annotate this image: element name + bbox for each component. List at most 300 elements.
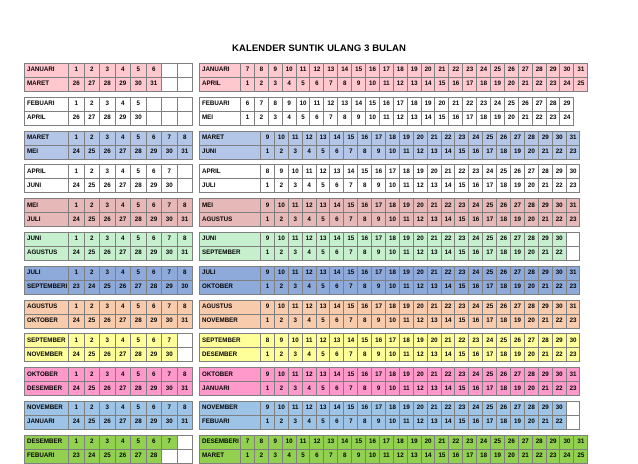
- day-cell: 19: [511, 416, 525, 430]
- day-cell: 15: [435, 111, 449, 125]
- day-cell: 22: [532, 111, 546, 125]
- day-cell: 4: [115, 435, 131, 449]
- day-cell: 22: [552, 145, 566, 159]
- day-cell: 8: [268, 97, 282, 111]
- day-cell: 9: [261, 368, 275, 382]
- day-cell: 4: [302, 145, 316, 159]
- day-cell: 7: [344, 382, 358, 396]
- day-cell: 14: [338, 64, 352, 78]
- day-cell: 25: [497, 334, 511, 348]
- day-cell: 7: [162, 233, 178, 247]
- day-cell: 5: [316, 382, 330, 396]
- day-cell: 26: [511, 165, 525, 179]
- day-cell: 8: [177, 131, 193, 145]
- day-cell: 6: [330, 247, 344, 261]
- day-cell: 20: [504, 449, 518, 463]
- day-cell: 17: [483, 416, 497, 430]
- day-cell: 18: [497, 247, 511, 261]
- day-cell: 2: [274, 314, 288, 328]
- day-cell: 4: [115, 64, 131, 78]
- day-cell: 25: [483, 199, 497, 213]
- day-cell: 27: [511, 199, 525, 213]
- day-cell: 6: [330, 145, 344, 159]
- day-cell: 16: [358, 199, 372, 213]
- day-cell: 12: [302, 199, 316, 213]
- day-cell: 9: [274, 334, 288, 348]
- table-row: [200, 280, 580, 294]
- day-cell: 12: [310, 64, 324, 78]
- day-cell: 30: [162, 213, 178, 227]
- day-cell: 15: [352, 64, 366, 78]
- month-label: JULI: [25, 266, 69, 280]
- day-cell: 10: [296, 97, 310, 111]
- day-cell: 21: [427, 402, 441, 416]
- day-cell: 21: [538, 348, 552, 362]
- day-cell: 20: [427, 334, 441, 348]
- day-cell: 24: [469, 300, 483, 314]
- day-cell: 8: [177, 300, 193, 314]
- month-label: DESEMBER: [25, 435, 69, 449]
- day-cell: 28: [524, 233, 538, 247]
- table-row: [200, 435, 588, 449]
- day-cell: 24: [69, 145, 85, 159]
- day-cell: 27: [511, 368, 525, 382]
- day-cell: 11: [288, 131, 302, 145]
- day-cell: 14: [441, 213, 455, 227]
- day-cell: 4: [115, 233, 131, 247]
- day-cell: 21: [441, 334, 455, 348]
- table-row: [25, 145, 193, 159]
- day-cell: 8: [358, 382, 372, 396]
- day-cell: 3: [100, 402, 116, 416]
- table-row: [200, 111, 574, 125]
- day-cell: 21: [435, 435, 449, 449]
- day-cell: 15: [455, 247, 469, 261]
- day-cell: 2: [274, 416, 288, 430]
- day-cell: 10: [386, 382, 400, 396]
- month-label: MEI: [25, 145, 69, 159]
- day-cell: 1: [261, 280, 275, 294]
- day-cell: 15: [435, 78, 449, 92]
- day-cell: 26: [100, 348, 116, 362]
- month-label: NOVEMBER: [25, 402, 69, 416]
- table-row: [25, 314, 193, 328]
- day-cell: 30: [560, 435, 574, 449]
- table-row: [200, 247, 580, 261]
- day-cell: 10: [386, 280, 400, 294]
- day-cell: 4: [115, 402, 131, 416]
- day-cell: 22: [552, 314, 566, 328]
- day-cell: 24: [560, 449, 574, 463]
- day-cell: 5: [131, 165, 147, 179]
- month-label: SEPTEMBER: [200, 334, 261, 348]
- day-cell: 28: [524, 300, 538, 314]
- table-row: [25, 348, 193, 362]
- empty-cell: [177, 64, 193, 78]
- day-cell: 4: [115, 334, 131, 348]
- day-cell: 31: [146, 78, 162, 92]
- day-cell: 1: [69, 64, 85, 78]
- day-cell: 4: [302, 179, 316, 193]
- month-label: APRIL: [200, 78, 241, 92]
- day-cell: 13: [427, 280, 441, 294]
- day-cell: 13: [330, 165, 344, 179]
- day-cell: 3: [100, 199, 116, 213]
- day-cell: 24: [491, 97, 505, 111]
- day-cell: 5: [131, 266, 147, 280]
- day-cell: 22: [449, 435, 463, 449]
- day-cell: 4: [302, 213, 316, 227]
- table-row: [200, 145, 580, 159]
- day-cell: 14: [330, 300, 344, 314]
- month-label: MEI: [200, 199, 261, 213]
- day-cell: 1: [69, 165, 85, 179]
- empty-cell: [162, 97, 178, 111]
- day-cell: 21: [538, 382, 552, 396]
- day-cell: 22: [532, 449, 546, 463]
- table-row: [25, 213, 193, 227]
- day-cell: 6: [330, 213, 344, 227]
- day-cell: 19: [491, 78, 505, 92]
- day-cell: 2: [84, 165, 100, 179]
- month-label: AGUSTUS: [200, 300, 261, 314]
- day-cell: 24: [69, 314, 85, 328]
- day-cell: 2: [274, 382, 288, 396]
- day-cell: 2: [254, 449, 268, 463]
- day-cell: 16: [358, 402, 372, 416]
- day-cell: 16: [358, 233, 372, 247]
- day-cell: 21: [518, 449, 532, 463]
- day-cell: 15: [455, 213, 469, 227]
- day-cell: 24: [560, 111, 574, 125]
- day-cell: 19: [511, 179, 525, 193]
- day-cell: 21: [538, 213, 552, 227]
- month-label: APRIL: [25, 165, 69, 179]
- day-cell: 28: [131, 314, 147, 328]
- day-cell: 28: [524, 402, 538, 416]
- day-cell: 18: [497, 145, 511, 159]
- day-cell: 21: [538, 179, 552, 193]
- day-cell: 21: [538, 416, 552, 430]
- day-cell: 10: [386, 145, 400, 159]
- day-cell: 12: [302, 233, 316, 247]
- day-cell: 13: [427, 247, 441, 261]
- empty-cell: [177, 165, 193, 179]
- day-cell: 21: [518, 111, 532, 125]
- month-label: JANUARI: [200, 64, 241, 78]
- day-cell: 15: [344, 266, 358, 280]
- day-cell: 18: [399, 165, 413, 179]
- empty-cell: [566, 402, 580, 416]
- day-cell: 4: [115, 300, 131, 314]
- day-cell: 4: [282, 449, 296, 463]
- day-cell: 10: [386, 314, 400, 328]
- left-month-table: [24, 97, 193, 126]
- day-cell: 20: [413, 300, 427, 314]
- day-cell: 23: [455, 402, 469, 416]
- day-cell: 7: [324, 78, 338, 92]
- day-cell: 16: [469, 382, 483, 396]
- day-cell: 10: [274, 266, 288, 280]
- day-cell: 8: [261, 334, 275, 348]
- day-cell: 4: [115, 131, 131, 145]
- day-cell: 28: [131, 179, 147, 193]
- day-cell: 28: [146, 449, 162, 463]
- day-cell: 18: [477, 111, 491, 125]
- day-cell: 16: [366, 64, 380, 78]
- day-cell: 13: [324, 64, 338, 78]
- day-cell: 31: [177, 247, 193, 261]
- day-cell: 22: [552, 213, 566, 227]
- day-cell: 22: [441, 199, 455, 213]
- day-cell: 11: [399, 416, 413, 430]
- day-cell: 24: [69, 213, 85, 227]
- day-cell: 11: [288, 199, 302, 213]
- day-cell: 18: [393, 64, 407, 78]
- empty-cell: [146, 97, 162, 111]
- day-cell: 29: [538, 368, 552, 382]
- day-cell: 20: [413, 199, 427, 213]
- day-cell: 11: [399, 213, 413, 227]
- day-cell: 20: [524, 179, 538, 193]
- day-cell: 23: [546, 78, 560, 92]
- day-cell: 14: [421, 111, 435, 125]
- day-cell: 12: [316, 334, 330, 348]
- day-cell: 15: [344, 233, 358, 247]
- day-cell: 16: [358, 266, 372, 280]
- day-cell: 29: [146, 213, 162, 227]
- day-cell: 1: [69, 368, 85, 382]
- day-cell: 23: [566, 145, 580, 159]
- day-cell: 15: [455, 382, 469, 396]
- day-cell: 19: [399, 199, 413, 213]
- day-cell: 1: [261, 314, 275, 328]
- day-cell: 13: [316, 266, 330, 280]
- day-cell: 6: [310, 78, 324, 92]
- day-cell: 5: [316, 280, 330, 294]
- day-cell: 16: [372, 165, 386, 179]
- day-cell: 7: [241, 64, 255, 78]
- day-cell: 27: [524, 165, 538, 179]
- day-cell: 3: [288, 348, 302, 362]
- day-cell: 17: [372, 131, 386, 145]
- day-cell: 19: [399, 233, 413, 247]
- day-cell: 27: [511, 233, 525, 247]
- month-label: JULI: [200, 266, 261, 280]
- day-cell: 22: [552, 416, 566, 430]
- day-cell: 27: [115, 179, 131, 193]
- day-cell: 20: [524, 145, 538, 159]
- day-cell: 4: [302, 247, 316, 261]
- day-cell: 1: [261, 382, 275, 396]
- day-cell: 26: [69, 111, 85, 125]
- day-cell: 24: [477, 435, 491, 449]
- day-cell: 10: [366, 111, 380, 125]
- day-cell: 17: [483, 179, 497, 193]
- day-cell: 27: [84, 78, 100, 92]
- day-cell: 11: [288, 402, 302, 416]
- day-cell: 29: [146, 382, 162, 396]
- table-row: [25, 300, 193, 314]
- month-label: MARET: [200, 131, 261, 145]
- day-cell: 6: [146, 266, 162, 280]
- day-cell: 19: [407, 435, 421, 449]
- day-cell: 11: [399, 247, 413, 261]
- day-cell: 17: [372, 300, 386, 314]
- day-cell: 22: [552, 280, 566, 294]
- day-cell: 2: [84, 334, 100, 348]
- day-cell: 12: [413, 179, 427, 193]
- day-cell: 23: [566, 213, 580, 227]
- day-cell: 10: [274, 300, 288, 314]
- day-cell: 10: [386, 416, 400, 430]
- day-cell: 31: [177, 314, 193, 328]
- day-cell: 22: [441, 300, 455, 314]
- day-cell: 26: [100, 145, 116, 159]
- day-cell: 29: [538, 266, 552, 280]
- table-row: [200, 131, 580, 145]
- day-cell: 14: [441, 280, 455, 294]
- day-cell: 20: [524, 382, 538, 396]
- empty-cell: [566, 247, 580, 261]
- day-cell: 8: [358, 314, 372, 328]
- day-cell: 17: [393, 97, 407, 111]
- day-cell: 14: [330, 266, 344, 280]
- day-cell: 1: [69, 300, 85, 314]
- day-cell: 12: [302, 402, 316, 416]
- day-cell: 27: [115, 213, 131, 227]
- day-cell: 22: [441, 368, 455, 382]
- day-cell: 19: [511, 280, 525, 294]
- day-cell: 24: [469, 199, 483, 213]
- day-cell: 3: [268, 78, 282, 92]
- day-cell: 7: [344, 348, 358, 362]
- day-cell: 21: [449, 97, 463, 111]
- day-cell: 1: [69, 334, 85, 348]
- day-cell: 13: [427, 213, 441, 227]
- day-cell: 16: [469, 213, 483, 227]
- day-cell: 8: [177, 233, 193, 247]
- day-cell: 11: [288, 368, 302, 382]
- month-label: MARET: [200, 449, 241, 463]
- day-cell: 18: [386, 402, 400, 416]
- day-cell: 15: [344, 131, 358, 145]
- day-cell: 5: [131, 334, 147, 348]
- day-cell: 17: [379, 435, 393, 449]
- day-cell: 28: [131, 348, 147, 362]
- table-row: [200, 199, 580, 213]
- day-cell: 22: [441, 266, 455, 280]
- day-cell: 15: [435, 449, 449, 463]
- day-cell: 4: [302, 280, 316, 294]
- day-cell: 25: [483, 368, 497, 382]
- day-cell: 2: [84, 368, 100, 382]
- table-row: [25, 233, 193, 247]
- day-cell: 7: [254, 97, 268, 111]
- day-cell: 9: [268, 64, 282, 78]
- day-cell: 11: [288, 266, 302, 280]
- day-cell: 17: [483, 213, 497, 227]
- page-title: KALENDER SUNTIK ULANG 3 BULAN: [232, 43, 406, 54]
- day-cell: 28: [532, 435, 546, 449]
- day-cell: 15: [344, 402, 358, 416]
- day-cell: 30: [162, 179, 178, 193]
- day-cell: 1: [261, 416, 275, 430]
- day-cell: 25: [84, 179, 100, 193]
- day-cell: 10: [282, 435, 296, 449]
- day-cell: 7: [344, 280, 358, 294]
- day-cell: 21: [538, 314, 552, 328]
- day-cell: 6: [146, 199, 162, 213]
- table-row: [25, 64, 193, 78]
- day-cell: 9: [268, 435, 282, 449]
- day-cell: 12: [413, 280, 427, 294]
- day-cell: 19: [413, 165, 427, 179]
- day-cell: 14: [338, 435, 352, 449]
- day-cell: 15: [455, 145, 469, 159]
- day-cell: 23: [566, 314, 580, 328]
- day-cell: 20: [413, 266, 427, 280]
- day-cell: 16: [469, 179, 483, 193]
- day-cell: 17: [386, 334, 400, 348]
- empty-cell: [162, 64, 178, 78]
- day-cell: 1: [241, 78, 255, 92]
- day-cell: 20: [435, 97, 449, 111]
- day-cell: 8: [358, 280, 372, 294]
- day-cell: 28: [131, 145, 147, 159]
- day-cell: 11: [302, 334, 316, 348]
- day-cell: 16: [372, 334, 386, 348]
- day-cell: 28: [524, 131, 538, 145]
- day-cell: 27: [115, 314, 131, 328]
- day-cell: 31: [574, 64, 588, 78]
- day-cell: 17: [372, 266, 386, 280]
- day-cell: 16: [358, 131, 372, 145]
- day-cell: 7: [162, 334, 178, 348]
- empty-cell: [177, 348, 193, 362]
- day-cell: 10: [386, 247, 400, 261]
- day-cell: 14: [330, 368, 344, 382]
- day-cell: 7: [162, 300, 178, 314]
- day-cell: 8: [338, 78, 352, 92]
- day-cell: 18: [393, 435, 407, 449]
- day-cell: 27: [518, 64, 532, 78]
- day-cell: 12: [413, 348, 427, 362]
- day-cell: 8: [338, 111, 352, 125]
- day-cell: 17: [372, 402, 386, 416]
- day-cell: 18: [497, 314, 511, 328]
- day-cell: 1: [69, 266, 85, 280]
- table-row: [25, 199, 193, 213]
- day-cell: 18: [497, 348, 511, 362]
- day-cell: 13: [316, 199, 330, 213]
- day-cell: 15: [352, 435, 366, 449]
- day-cell: 20: [421, 435, 435, 449]
- day-cell: 9: [352, 449, 366, 463]
- empty-cell: [177, 334, 193, 348]
- day-cell: 26: [497, 266, 511, 280]
- day-cell: 25: [574, 78, 588, 92]
- day-cell: 28: [100, 111, 116, 125]
- day-cell: 15: [366, 97, 380, 111]
- day-cell: 30: [552, 233, 566, 247]
- day-cell: 19: [399, 368, 413, 382]
- day-cell: 26: [100, 179, 116, 193]
- day-cell: 24: [483, 334, 497, 348]
- day-cell: 27: [131, 449, 147, 463]
- day-cell: 20: [524, 314, 538, 328]
- day-cell: 3: [100, 435, 116, 449]
